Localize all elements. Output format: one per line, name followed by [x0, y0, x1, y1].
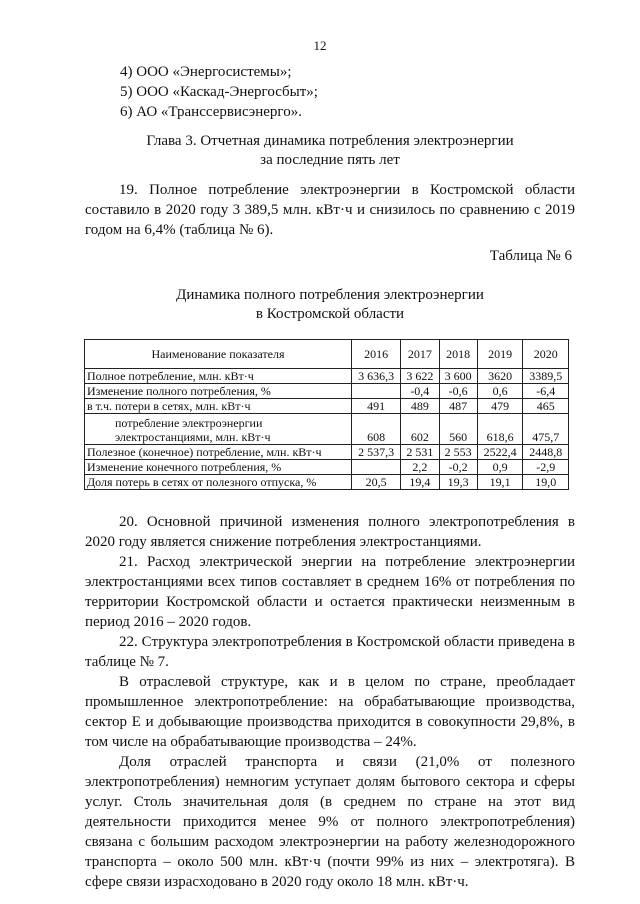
table-cell: 479 [477, 399, 523, 414]
list-item: 6) АО «Транссервисэнерго». [120, 104, 302, 120]
table-label: Таблица № 6 [489, 248, 572, 264]
paragraph-20: 20. Основной причиной изменения полного электропотребления в 2020 году является снижение потребления электростанциями. [85, 514, 575, 550]
table-cell: 19,1 [477, 475, 523, 490]
paragraph-22: 22. Структура электропотребления в Костромской области приведена в таблице № 7. [85, 634, 575, 670]
consumption-table [84, 339, 569, 490]
table-cell: 19,3 [439, 475, 477, 490]
paragraph-transport: Доля отраслей транспорта и связи (21,0% от полезного электропотребления) немногим уступает долям бытового сектора и сферы услуг. Столь значительная доля (в среднем по стране на этот вид деятельности приходится менее 9% от полного электропотребления) связана с большим расходом электроэнергии на работу железнодорожного транспорта – около 500 млн. кВт·ч (почти 99% из них – электротяга). В сфере связи израсходовано в 2020 году около 18 млн. кВт·ч. [85, 754, 575, 890]
table-cell [352, 460, 401, 475]
table-cell: 2 537,3 [352, 445, 401, 460]
table-cell: 608 [352, 414, 401, 445]
table-title [85, 286, 575, 324]
header-cell: Наименование показателя [85, 340, 352, 369]
table-title-line2: в Костромской области [255, 306, 405, 322]
paragraph-19: 19. Полное потребление электроэнергии в Костромской области составило в 2020 году 3 389,5 млн. кВт·ч и снизилось по сравнению с 2019 годом на 6,4% (таблица № 6). [85, 182, 575, 238]
table-row [85, 399, 569, 414]
row-label: потребление электроэнергии электростанциями, млн. кВт·ч [85, 414, 352, 445]
table-cell: 2 531 [401, 445, 439, 460]
table-cell: -0,6 [439, 384, 477, 399]
table-cell: 475,7 [523, 414, 569, 445]
table-cell: 2 553 [439, 445, 477, 460]
table-cell: 618,6 [477, 414, 523, 445]
list-item: 5) ООО «Каскад-Энергосбыт»; [120, 84, 318, 100]
table-cell: 0,6 [477, 384, 523, 399]
table-title-line1: Динамика полного потребления электроэнергии [176, 287, 484, 303]
table-row [85, 414, 569, 445]
table-cell: 489 [401, 399, 439, 414]
list-item: 4) ООО «Энергосистемы»; [120, 64, 292, 80]
row-label: Полезное (конечное) потребление, млн. кВт·ч [85, 445, 352, 460]
header-cell: 2018 [439, 340, 477, 369]
table-row [85, 460, 569, 475]
table-cell: 3620 [477, 369, 523, 384]
table-cell: 20,5 [352, 475, 401, 490]
row-label: Изменение конечного потребления, % [85, 460, 352, 475]
table-row [85, 384, 569, 399]
table-cell: 602 [401, 414, 439, 445]
table-cell: 2522,4 [477, 445, 523, 460]
table-cell: -0,4 [401, 384, 439, 399]
table-cell: -2,9 [523, 460, 569, 475]
header-cell: 2019 [477, 340, 523, 369]
table-cell: 2448,8 [523, 445, 569, 460]
table-row [85, 475, 569, 490]
paragraph-industry: В отраслевой структуре, как и в целом по стране, преобладает промышленное электропотребление: на обрабатывающие производства, сектор Е и добывающие производства приходится в совокупности 29,8%, в том числе на обрабатывающие производства – 24%. [85, 674, 575, 750]
row-label: Доля потерь в сетях от полезного отпуска, % [85, 475, 352, 490]
table-row [85, 369, 569, 384]
row-label: Изменение полного потребления, % [85, 384, 352, 399]
chapter-title-line1: Глава 3. Отчетная динамика потребления электроэнергии [146, 133, 514, 149]
table-cell: 19,0 [523, 475, 569, 490]
table-cell: -6,4 [523, 384, 569, 399]
table-cell: 465 [523, 399, 569, 414]
page-number: 12 [313, 38, 327, 53]
paragraph-21: 21. Расход электрической энергии на потребление электроэнергии электростанциями всех типов составляет в среднем 16% от потребления по территории Костромской области и остается практически неизменным в период 2016 – 2020 годов. [85, 554, 575, 630]
header-cell: 2020 [523, 340, 569, 369]
row-label: в т.ч. потери в сетях, млн. кВт·ч [85, 399, 352, 414]
table-cell: 0,9 [477, 460, 523, 475]
table-cell: 3 636,3 [352, 369, 401, 384]
table-cell: 491 [352, 399, 401, 414]
table-cell: 560 [439, 414, 477, 445]
table-row [85, 445, 569, 460]
table-cell: 3 600 [439, 369, 477, 384]
chapter-heading [85, 132, 575, 170]
header-cell: 2016 [352, 340, 401, 369]
organization-list [120, 62, 318, 122]
table-cell: -0,2 [439, 460, 477, 475]
table-cell: 487 [439, 399, 477, 414]
table-cell: 3 622 [401, 369, 439, 384]
table-cell: 19,4 [401, 475, 439, 490]
table-cell: 2,2 [401, 460, 439, 475]
header-cell: 2017 [401, 340, 439, 369]
table-cell [352, 384, 401, 399]
table-header-row [85, 340, 569, 369]
row-label: Полное потребление, млн. кВт·ч [85, 369, 352, 384]
chapter-title-line2: за последние пять лет [260, 152, 400, 168]
table-cell: 3389,5 [523, 369, 569, 384]
